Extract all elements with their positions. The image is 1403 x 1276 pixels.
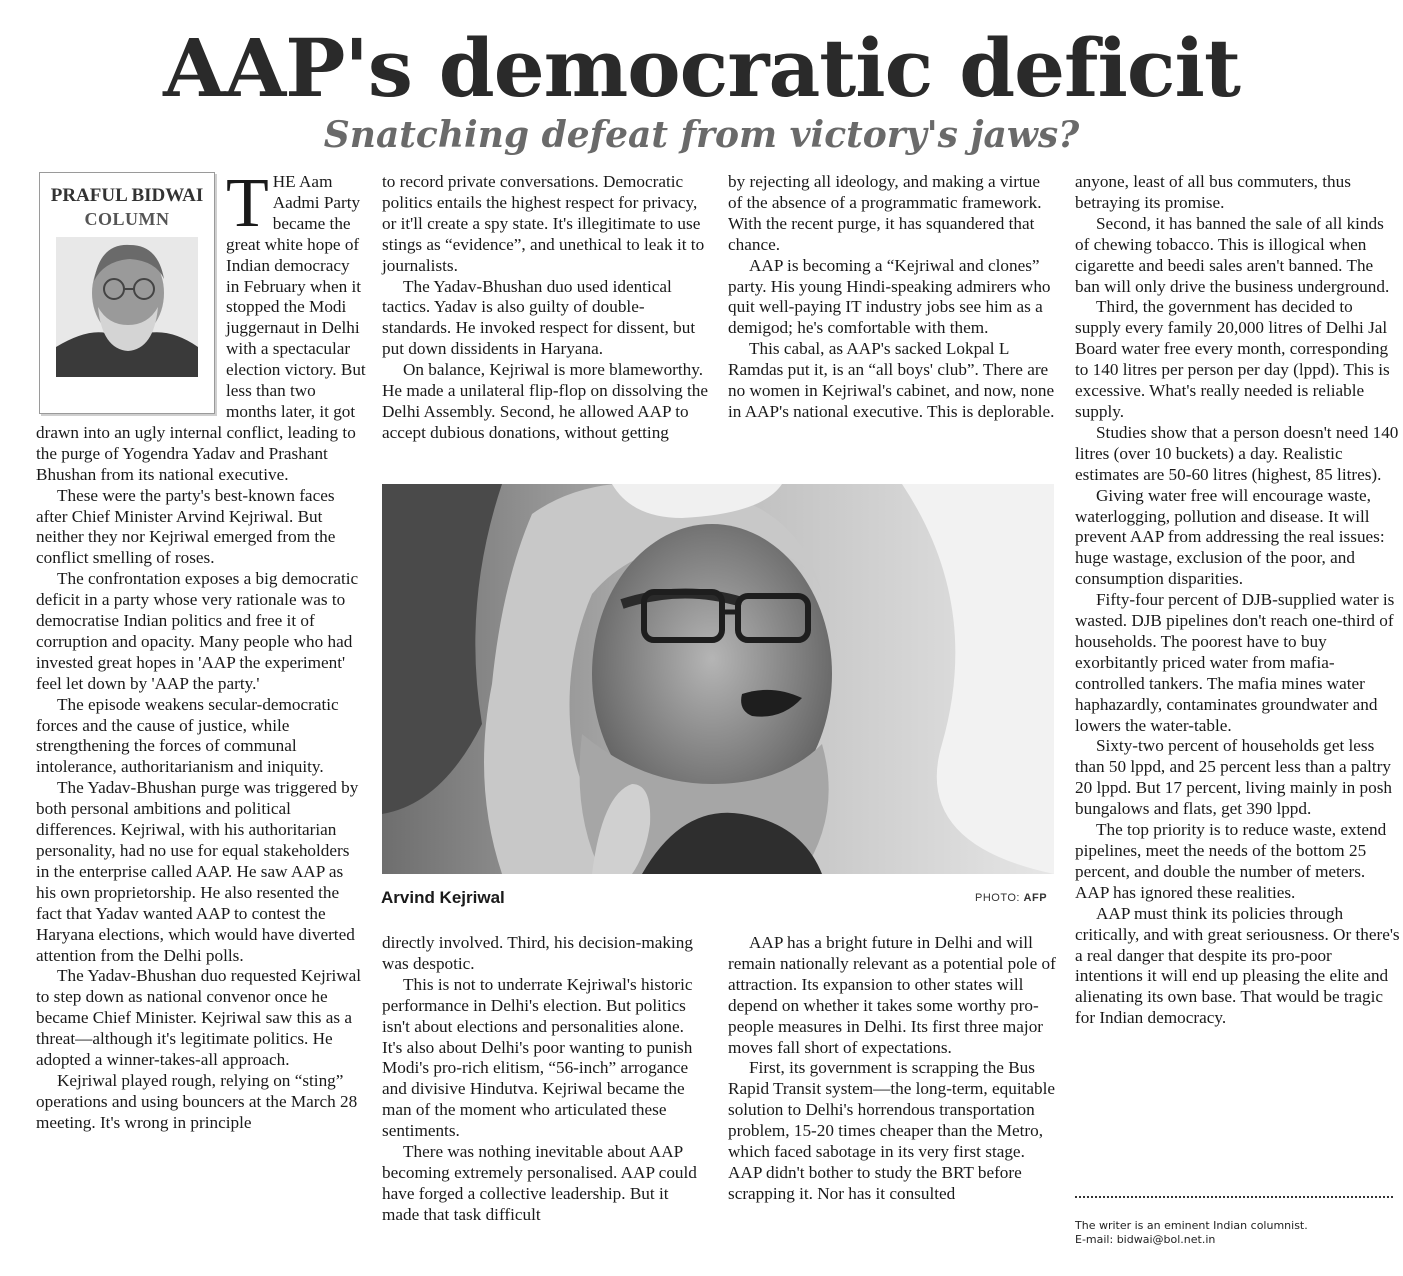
paragraph: The Yadav-Bhushan purge was triggered by both personal ambitions and political differences. Kejriwal, with his authoritarian personality, had no use for equal stakeholders in the enterprise called AAP. He saw AAP as his own proprietorship. He also resented the fact that Yadav wanted AAP to contest the Haryana elections, which would have diverted attention from the Delhi polls. [36,778,359,965]
author-email: E-mail: bidwai@bol.net.in [1075,1233,1216,1246]
paragraph: AAP is becoming a “Kejriwal and clones” party. His young Hindi-speaking admirers who quit well-paying IT industry jobs see him as a demigod; he's comfortable with them. [728,255,1051,338]
paragraph: On balance, Kejriwal is more blameworthy. He made a unilateral flip-flop on dissolving the Delhi Assembly. Second, he allowed AAP to accept dubious donations, without getting [382,360,709,442]
column-2-bottom [382,933,708,1226]
paragraph: Fifty-four percent of DJB-supplied water is wasted. DJB pipelines don't reach one-third of households. The poorest have to buy exorbitantly priced water from mafia-controlled tankers. The mafia mines water haphazardly, contaminates groundwater and lowers the water-table. [1075,590,1395,735]
paragraph: This cabal, as AAP's sacked Lokpal L Ramdas put it, is an “all boys' club”. There are no women in Kejriwal's cabinet, and now, none in AAP's national executive. This is deplorable. [728,339,1055,421]
drop-cap: T [226,165,269,242]
paragraph: Sixty-two percent of households get less than 50 lppd, and 25 percent less than a paltry 20 lppd. But 17 percent, living mainly in posh bungalows and flats, get 390 lppd. [1075,736,1392,819]
paragraph: There was nothing inevitable about AAP becoming extremely personalised. AAP could have forged a collective leadership. But it made that task difficult [382,1142,697,1224]
paragraph: Studies show that a person doesn't need 140 litres (over 10 buckets) a day. Realistic estimates are 50-60 litres (highest, 85 litres). [1075,422,1399,484]
paragraph: Third, the government has decided to supply every family 20,000 litres of Delhi Jal Board water free every month, corresponding to 140 litres per person per day (lppd). This is excessive. What's really needed is reliable supply. [1075,297,1390,421]
paragraph: The Yadav-Bhushan duo used identical tactics. Yadav is also guilty of double-standards. He invoked respect for dissent, but put down dissidents in Haryana. [382,276,696,359]
paragraph: by rejecting all ideology, and making a virtue of the absence of a programmatic framework. With the recent purge, it has squandered that chance. [728,172,1042,254]
paragraph: First, its government is scrapping the Bus Rapid Transit system—the long-term, equitable solution to Delhi's horrendous transportation problem, 15-20 times cheaper than the Metro, which faced sabotage in its very first stage. AAP didn't bother to study the BRT before scrapping it. Nor has it consulted [728,1058,1056,1203]
paragraph: Giving water free will encourage waste, waterlogging, pollution and disease. It will prevent AAP from addressing the real issues: huge wastage, exclusion of the poor, and consumption disparities. [1075,485,1385,589]
author-note [1075,1219,1308,1247]
subheadline: Snatching defeat from victory's jaws? [323,114,1080,156]
photo-caption: Arvind Kejriwal [381,888,505,907]
column-label: COLUMN [84,209,170,229]
paragraph: The confrontation exposes a big democratic deficit in a party whose very rationale was to democratise Indian politics and free it of corruption and opacity. Many people who had invested great hopes in 'AAP the experiment' feel let down by 'AAP the party.' [36,569,359,693]
paragraph: THE Aam Aadmi Party became the great white hope of Indian democracy in February when it stopped the Modi juggernaut in Delhi with a spectacular election victory. But less than two months later, it got drawn into an ugly internal conflict, leading to the purge of Yogendra Yadav and Prashant Bhushan from its national executive. [36,165,366,484]
paragraph: These were the party's best-known faces after Chief Minister Arvind Kejriwal. But neither they nor Kejriwal emerged from the conflict smelling of roses. [36,485,336,568]
photo-credit: PHOTO: AFP [975,892,1048,904]
paragraph: AAP has a bright future in Delhi and will remain nationally relevant as a potential pole of attraction. Its expansion to other states will depend on whether it takes some worthy pro-people measures in Delhi. Its first three major moves fall short of expectations. [728,933,1056,1057]
paragraph: Second, it has banned the sale of all kinds of chewing tobacco. This is illogical when cigarette and beedi sales aren't banned. The ban will only drive the business underground. [1075,213,1390,296]
paragraph: anyone, least of all bus commuters, thus betraying its promise. [1075,172,1351,212]
paragraph: directly involved. Third, his decision-making was despotic. [382,933,693,973]
paragraph: This is not to underrate Kejriwal's historic performance in Delhi's election. But politics isn't about elections and personalities alone. It's also about Delhi's poor wanting to punish Modi's pro-rich elitism, “56-inch” arrogance and divisive Hindutva. Kejriwal became the man of the moment who articulated these sentiments. [382,974,693,1141]
byline-box [39,172,215,414]
author-portrait [56,237,198,377]
paragraph: AAP must think its policies through critically, and with great seriousness. Or there's a real danger that despite its pro-poor intentions it will end up pleasing the elite and alienating its own base. That would be tragic for Indian democracy. [1075,903,1400,1028]
paragraph: The episode weakens secular-democratic forces and the cause of justice, while strengthening the forces of communal intolerance, authoritarianism and iniquity. [36,694,339,777]
column-2-top [382,172,708,444]
author-name: PRAFUL BIDWAI [50,185,204,206]
column-3-top [728,172,1056,423]
column-3-bottom [728,933,1056,1205]
photo-arvind-kejriwal [382,484,1054,874]
headline: AAP's democratic deficit [163,21,1240,115]
column-4 [1075,172,1401,1029]
paragraph: The Yadav-Bhushan duo requested Kejriwal to step down as national convenor once he became Chief Minister. Kejriwal saw this as a threat—although it's legitimate politics. He adopted a winner-takes-all approach. [36,966,362,1070]
author-bio: The writer is an eminent Indian columnist. [1075,1219,1308,1232]
paragraph: Kejriwal played rough, relying on “sting” operations and using bouncers at the March 28 meeting. It's wrong in principle [36,1070,358,1132]
paragraph: to record private conversations. Democratic politics entails the highest respect for privacy, or it'll create a spy state. It's illegitimate to use stings as “evidence”, and unethical to leak it to journalists. [382,172,705,275]
divider [1075,1196,1393,1198]
paragraph: The top priority is to reduce waste, extend pipelines, meet the needs of the bottom 25 percent, and double the number of meters. AAP has ignored these realities. [1075,820,1387,902]
